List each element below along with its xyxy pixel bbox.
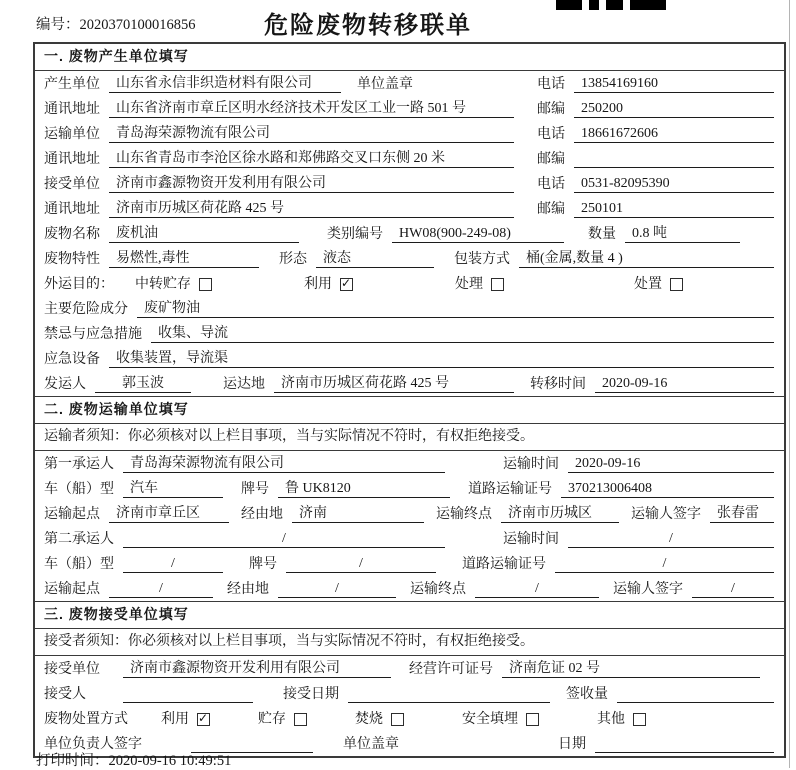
waste-form-label: 形态 <box>279 252 307 267</box>
route2-via-value: / <box>278 581 396 598</box>
transporter2-sign-value: / <box>692 581 774 598</box>
plate2-value: / <box>286 556 436 573</box>
sign-date-value <box>595 736 774 753</box>
doc-number-label: 编号： <box>36 17 80 33</box>
waste-traits-label: 废物特性 <box>44 252 100 267</box>
producer-address-row <box>35 96 784 121</box>
route2-start-label: 运输起点 <box>44 582 100 597</box>
carrier-phone-value: 18661672606 <box>574 126 774 143</box>
waste-traits-value: 易燃性,毒性 <box>109 247 259 268</box>
transport-time-value: 2020-09-16 <box>568 456 774 473</box>
route2-end-value: / <box>475 581 599 598</box>
transporter-sign-label: 运输人签字 <box>631 507 701 522</box>
purpose-checkbox-treat <box>491 278 504 291</box>
plate2-label: 牌号 <box>249 557 277 572</box>
section2-title: 二. 废物运输单位填写 <box>35 396 784 424</box>
accept-date-label: 接受日期 <box>283 687 339 702</box>
equipment-value: 收集装置，导流渠 <box>109 347 774 368</box>
carrier-value: 青岛海荣源物流有限公司 <box>109 122 514 143</box>
transfer-form <box>33 42 786 758</box>
waste-qty-label: 数量 <box>588 227 616 242</box>
receiver-label: 接受单位 <box>44 177 100 192</box>
carrier-label: 运输单位 <box>44 127 100 142</box>
route2-end-label: 运输终点 <box>410 582 466 597</box>
purpose-checkbox-transfer-storage <box>199 278 212 291</box>
accept-unit-row <box>35 656 784 681</box>
transport-time2-label: 运输时间 <box>503 532 559 547</box>
purpose-option-label: 处置 <box>634 277 662 292</box>
disposal-checkbox-other <box>633 713 646 726</box>
second-carrier-row <box>35 526 784 551</box>
purpose-option-label: 中转贮存 <box>135 277 191 292</box>
first-carrier-label: 第一承运人 <box>44 457 114 472</box>
measures-label: 禁忌与应急措施 <box>44 327 142 342</box>
purpose-option-label: 处理 <box>455 277 483 292</box>
road-license-value: 370213006408 <box>561 481 774 498</box>
carrier-row <box>35 121 784 146</box>
road-license-label: 道路运输证号 <box>468 482 552 497</box>
transport-time-label: 运输时间 <box>503 457 559 472</box>
route-via-value: 济南 <box>292 502 424 523</box>
hazard-value: 废矿物油 <box>137 297 774 318</box>
received-qty-value <box>617 686 774 703</box>
producer-label: 产生单位 <box>44 77 100 92</box>
carrier-address-label: 通讯地址 <box>44 152 100 167</box>
route-via-label: 经由地 <box>241 507 283 522</box>
route2-via-label: 经由地 <box>227 582 269 597</box>
receiver-address-label: 通讯地址 <box>44 202 100 217</box>
producer-address-label: 通讯地址 <box>44 102 100 117</box>
disposal-label: 废物处置方式 <box>44 712 128 727</box>
accept-date-value <box>348 686 550 703</box>
vehicle-type-label: 车（船）型 <box>44 482 114 497</box>
road-license2-value: / <box>555 556 774 573</box>
shipper-row <box>35 371 784 396</box>
vehicle2-type-label: 车（船）型 <box>44 557 114 572</box>
disposal-checkbox-landfill <box>526 713 539 726</box>
accept-unit-label: 接受单位 <box>44 662 100 677</box>
equipment-label: 应急设备 <box>44 352 100 367</box>
receiver-value: 济南市鑫源物资开发利用有限公司 <box>109 172 514 193</box>
destination-label: 运达地 <box>223 377 265 392</box>
disposal-row <box>35 706 784 731</box>
waste-name-value: 废机油 <box>109 222 299 243</box>
carrier-phone-label: 电话 <box>537 127 565 142</box>
disposal-option-label: 贮存 <box>258 712 286 727</box>
disposal-option-label: 安全填埋 <box>462 712 518 727</box>
print-time-label: 打印时间： <box>36 753 109 769</box>
purpose-option-label: 利用 <box>304 277 332 292</box>
producer-zip-value: 250200 <box>574 101 774 118</box>
receiver-phone-label: 电话 <box>537 177 565 192</box>
route-start-label: 运输起点 <box>44 507 100 522</box>
producer-address-value: 山东省济南市章丘区明水经济技术开发区工业一路 501 号 <box>109 97 514 118</box>
accept-unit-value: 济南市鑫源物资开发利用有限公司 <box>123 657 391 678</box>
disposal-checkbox-storage <box>294 713 307 726</box>
accept-person-value <box>123 686 253 703</box>
transfer-time-label: 转移时间 <box>530 377 586 392</box>
disposal-option-label: 其他 <box>597 712 625 727</box>
permit-value: 济南危证 02 号 <box>502 657 760 678</box>
carrier-address-row <box>35 146 784 171</box>
permit-label: 经营许可证号 <box>409 662 493 677</box>
transporter2-sign-label: 运输人签字 <box>613 582 683 597</box>
first-carrier-value: 青岛海荣源物流有限公司 <box>123 452 445 473</box>
producer-value: 山东省永信非织造材料有限公司 <box>109 72 341 93</box>
hazard-row <box>35 296 784 321</box>
waste-qty-value: 0.8 吨 <box>625 222 740 243</box>
waste-name-row <box>35 221 784 246</box>
section1-title: 一. 废物产生单位填写 <box>35 44 784 71</box>
vehicle2-row <box>35 551 784 576</box>
measures-value: 收集、导流 <box>151 322 774 343</box>
received-qty-label: 签收量 <box>566 687 608 702</box>
vehicle2-type-value: / <box>123 556 223 573</box>
first-carrier-row <box>35 451 784 476</box>
unit-seal-label: 单位盖章 <box>343 737 399 752</box>
disposal-checkbox-utilize <box>197 713 210 726</box>
carrier-zip-value <box>574 151 774 168</box>
producer-zip-label: 邮编 <box>537 102 565 117</box>
route-row <box>35 501 784 526</box>
route2-row <box>35 576 784 601</box>
transporter-notice: 运输者须知：你必须核对以上栏目事项，当与实际情况不符时，有权拒绝接受。 <box>35 424 784 451</box>
route-end-value: 济南市历城区 <box>501 502 619 523</box>
sign-date-label: 日期 <box>558 737 586 752</box>
plate-label: 牌号 <box>241 482 269 497</box>
waste-category-label: 类别编号 <box>327 227 383 242</box>
waste-name-label: 废物名称 <box>44 227 100 242</box>
receiver-row <box>35 171 784 196</box>
print-time-value: 2020-09-16 10:49:51 <box>108 753 232 769</box>
hazard-label: 主要危险成分 <box>44 302 128 317</box>
transport-time2-value: / <box>568 531 774 548</box>
measures-row <box>35 321 784 346</box>
disposal-option-label: 利用 <box>161 712 189 727</box>
carrier-zip-label: 邮编 <box>537 152 565 167</box>
disposal-option-label: 焚烧 <box>355 712 383 727</box>
print-time <box>36 749 231 770</box>
receiver-address-row <box>35 196 784 221</box>
route2-start-value: / <box>109 581 213 598</box>
packaging-label: 包装方式 <box>454 252 510 267</box>
producer-phone-label: 电话 <box>537 77 565 92</box>
route-start-value: 济南市章丘区 <box>109 502 229 523</box>
waste-category-value: HW08(900-249-08) <box>392 226 564 243</box>
receiver-notice: 接受者须知：你必须核对以上栏目事项，当与实际情况不符时，有权拒绝接受。 <box>35 629 784 656</box>
responsible-sign-label: 单位负责人签字 <box>44 737 142 752</box>
purpose-row <box>35 271 784 296</box>
carrier-address-value: 山东省青岛市李沧区徐水路和郑佛路交叉口东侧 20 米 <box>109 147 514 168</box>
purpose-label: 外运目的： <box>44 277 114 292</box>
transporter-sign-value: 张春雷 <box>710 502 774 523</box>
second-carrier-label: 第二承运人 <box>44 532 114 547</box>
destination-value: 济南市历城区荷花路 425 号 <box>274 372 514 393</box>
shipper-value: 郭玉波 <box>95 372 191 393</box>
waste-form-value: 液态 <box>316 247 434 268</box>
producer-seal-label: 单位盖章 <box>357 77 413 92</box>
road-license2-label: 道路运输证号 <box>462 557 546 572</box>
page-title: 危险废物转移联单 <box>264 12 472 39</box>
accept-person-row <box>35 681 784 706</box>
page-edge-line <box>789 0 790 768</box>
plate-value: 鲁 UK8120 <box>278 477 450 498</box>
second-carrier-value: / <box>123 531 445 548</box>
equipment-row <box>35 346 784 371</box>
receiver-zip-label: 邮编 <box>537 202 565 217</box>
doc-number-value: 2020370100016856 <box>79 17 196 33</box>
accept-person-label: 接受人 <box>44 687 86 702</box>
waste-traits-row <box>35 246 784 271</box>
producer-phone-value: 13854169160 <box>574 76 774 93</box>
disposal-checkbox-incinerate <box>391 713 404 726</box>
receiver-phone-value: 0531-82095390 <box>574 176 774 193</box>
section3-title: 三. 废物接受单位填写 <box>35 601 784 629</box>
receiver-address-value: 济南市历城区荷花路 425 号 <box>109 197 514 218</box>
transfer-time-value: 2020-09-16 <box>595 376 774 393</box>
vehicle-type-value: 汽车 <box>123 477 223 498</box>
shipper-label: 发运人 <box>44 377 86 392</box>
purpose-checkbox-dispose <box>670 278 683 291</box>
purpose-checkbox-utilize <box>340 278 353 291</box>
receiver-zip-value: 250101 <box>574 201 774 218</box>
packaging-value: 桶(金属,数量 4 ) <box>519 247 774 268</box>
vehicle-row <box>35 476 784 501</box>
producer-row <box>35 71 784 96</box>
route-end-label: 运输终点 <box>436 507 492 522</box>
